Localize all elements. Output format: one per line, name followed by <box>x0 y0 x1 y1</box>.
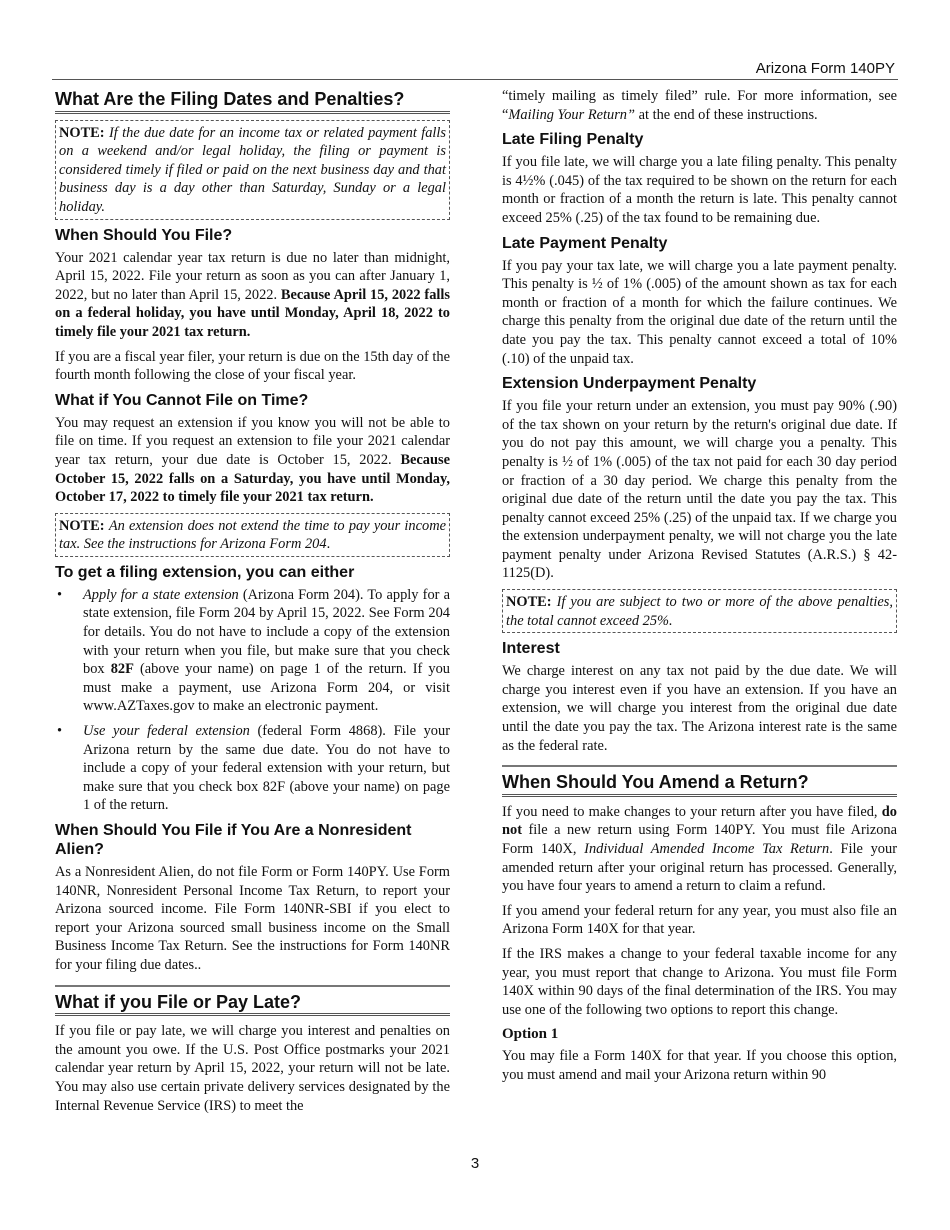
heading-file-late: What if you File or Pay Late? <box>55 985 450 1017</box>
list-item <box>55 586 450 716</box>
text: at the end of these instructions. <box>635 106 818 123</box>
text: “timely mailing as timely filed” rule. For more information, see “ <box>502 88 897 123</box>
heading-filing-dates: What Are the Filing Dates and Penalties? <box>55 87 450 114</box>
text: file a new return using Form 140PY. You must file Arizona Form 140X, <box>502 822 897 857</box>
heading-interest: Interest <box>502 640 560 658</box>
heading-get-extension: To get a filing extension, you can either <box>55 563 355 581</box>
note-label: NOTE: <box>506 594 552 611</box>
list-item <box>55 722 450 815</box>
heading-late-payment: Late Payment Penalty <box>502 234 668 252</box>
bold-text: do not <box>502 803 897 839</box>
extension-list <box>55 586 450 815</box>
text: (Arizona Form 204). To apply for a state extension, file Form 204 by April 15, 2022. See Form 204 for details. You do not have to include a copy of the extension with your return when you file, but make sure that you check box <box>83 586 450 678</box>
paragraph-late-payment: If you pay your tax late, we will charge you a late payment penalty. This penalty is ½ of 1% (.005) of the amount shown as tax for each month or fraction of a month for which the failure continues. We charge this penalty from the original due date of the return until the date you pay the tax. This penalty cannot exceed a total of 10% (.10) of the unpaid tax. <box>502 257 897 367</box>
text: . File your amended return after your original return has processed. Generally, you have four years to amend a return to claim a refund. <box>502 841 897 895</box>
right-column <box>502 87 897 1090</box>
paragraph-file-late: If you file or pay late, we will charge you interest and penalties on the amount you owe. If the U.S. Post Office postmarks your 2021 calendar year return by April 15, 2022, your return will not be late. You may also use certain private delivery services designated by the Internal Revenue Service (IRS) to meet the <box>55 1023 450 1114</box>
header-rule <box>52 79 898 80</box>
note-text: If the due date for an income tax or related payment falls on a weekend and/or legal holiday, the filing or payment is considered timely if filed or paid on the next business day and that business day is a day other than Saturday, Sunday or a legal holiday. <box>59 124 446 215</box>
bold-text: Because April 15, 2022 falls on a federal holiday, you have until Monday, April 18, 2022 to timely file your 2021 tax return. <box>55 286 450 340</box>
heading-extension-underpayment: Extension Underpayment Penalty <box>502 375 757 393</box>
note-text: An extension does not extend the time to pay your income tax. See the instructions for Arizona Form 204 <box>59 517 446 553</box>
paragraph-nonresident: As a Nonresident Alien, do not file Form or Form 140PY. Use Form 140NR, Nonresident Personal Income Tax Return, to report your Arizona sourced income. File Form 140NR-SBI if you elect to report your Arizona sourced small business income on the Small Business Income Tax Return. See the instructions for Form 140NR for your filing due dates.. <box>55 864 450 973</box>
left-column <box>55 87 450 1121</box>
bold-text: Because October 15, 2022 falls on a Saturday, you have until Monday, October 17, 2022 to timely file your 2021 tax return. <box>55 451 450 506</box>
paragraph-amend <box>502 803 897 896</box>
italic-text: Individual Amended Income Tax Return <box>584 841 830 857</box>
paragraph-option-1: You may file a Form 140X for that year. If you choose this option, you must amend and mail your Arizona return within 90 <box>502 1047 897 1083</box>
text: Your 2021 calendar year tax return is due no later than midnight, April 15, 2022. File your return as soon as you can after January 1, 2022, but no later than April 15, 2022. <box>55 249 450 303</box>
paragraph-irs-change: If the IRS makes a change to your federal taxable income for any year, you must report that change to Arizona. You must file Form 140X within 90 days of the final determination of the IRS. You may use one of the following two options to report this change. <box>502 945 897 1018</box>
heading-nonresident: When Should You File if You Are a Nonresident Alien? <box>55 822 412 858</box>
heading-late-filing: Late Filing Penalty <box>502 131 644 149</box>
note-text: If you are subject to two or more of the above penalties, the total cannot exceed 25%. <box>506 594 893 629</box>
paragraph-continued <box>502 87 897 124</box>
italic-text: Apply for a state extension <box>83 586 239 603</box>
heading-cannot-file: What if You Cannot File on Time? <box>55 391 309 409</box>
note-extension <box>55 513 450 557</box>
page-number: 3 <box>470 1155 480 1172</box>
paragraph-when-file <box>55 249 450 342</box>
paragraph-extension-underpayment: If you file your return under an extension, you must pay 90% (.90) of the tax shown on your return by the return's original due date. If you do not pay this amount, we will charge you a penalty. This penalty is ½ of 1% (.005) of the tax not paid for each 30 day period or fraction of a 30 day period. We charge this penalty from the original due date of the return until the date you pay the tax. This penalty cannot exceed 25% (.25) of the unpaid tax. If we charge you the extension underpayment penalty, we will not charge you the late payment penalty under Arizona Revised Statutes (A.R.S.) § 42-1125(D). <box>502 398 897 582</box>
paragraph-fiscal-year: If you are a fiscal year filer, your return is due on the 15th day of the fourth month following the close of your fiscal year. <box>55 348 450 384</box>
heading-option-1: Option 1 <box>502 1026 559 1043</box>
paragraph-late-filing: If you file late, we will charge you a late filing penalty. This penalty is 4½% (.045) of the tax required to be shown on the return for each month or fraction of a month the return is late. This penalty cannot exceed 25% (.25) of the tax found to be remaining due. <box>502 154 897 226</box>
bold-text: 82F <box>110 661 134 678</box>
paragraph-extension <box>55 414 450 507</box>
italic-text: Use your federal extension <box>83 723 250 740</box>
text: (federal Form 4868). File your Arizona return by the same due date. You do not have to include a copy of your federal extension with your return, but make sure that you check box 82F (above your name) on page 1 of the return. <box>83 723 450 814</box>
text: If you need to make changes to your return after you have filed, <box>502 803 882 820</box>
italic-text: Mailing Your Return” <box>508 106 635 123</box>
heading-when-file: When Should You File? <box>55 226 233 244</box>
bullet-icon: • <box>57 586 63 603</box>
bullet-icon: • <box>57 723 63 740</box>
note-label: NOTE: <box>59 124 105 141</box>
heading-amend: When Should You Amend a Return? <box>502 765 897 797</box>
note-due-date <box>55 120 450 220</box>
note-penalties <box>502 589 897 633</box>
note-period: . <box>326 536 331 553</box>
form-identifier: Arizona Form 140PY <box>755 60 895 77</box>
note-label: NOTE: <box>59 517 105 534</box>
text: (above your name) on page 1 of the return. If you must make a payment, use Arizona Form 204, or visit www.AZTaxes.gov to make an electronic payment. <box>83 661 450 715</box>
text: You may request an extension if you know you will not be able to file on time. If you request an extension to file your 2021 calendar year tax return, your due date is October 15, 2022. <box>55 414 450 468</box>
paragraph-amend-federal: If you amend your federal return for any year, you must also file an Arizona Form 140X for that year. <box>502 902 897 938</box>
paragraph-interest: We charge interest on any tax not paid by the due date. We will charge you interest even if you have an extension. If you have an extension, we will charge you interest from the original due date until the date you pay the tax. The Arizona interest rate is the same as the federal rate. <box>502 663 897 754</box>
